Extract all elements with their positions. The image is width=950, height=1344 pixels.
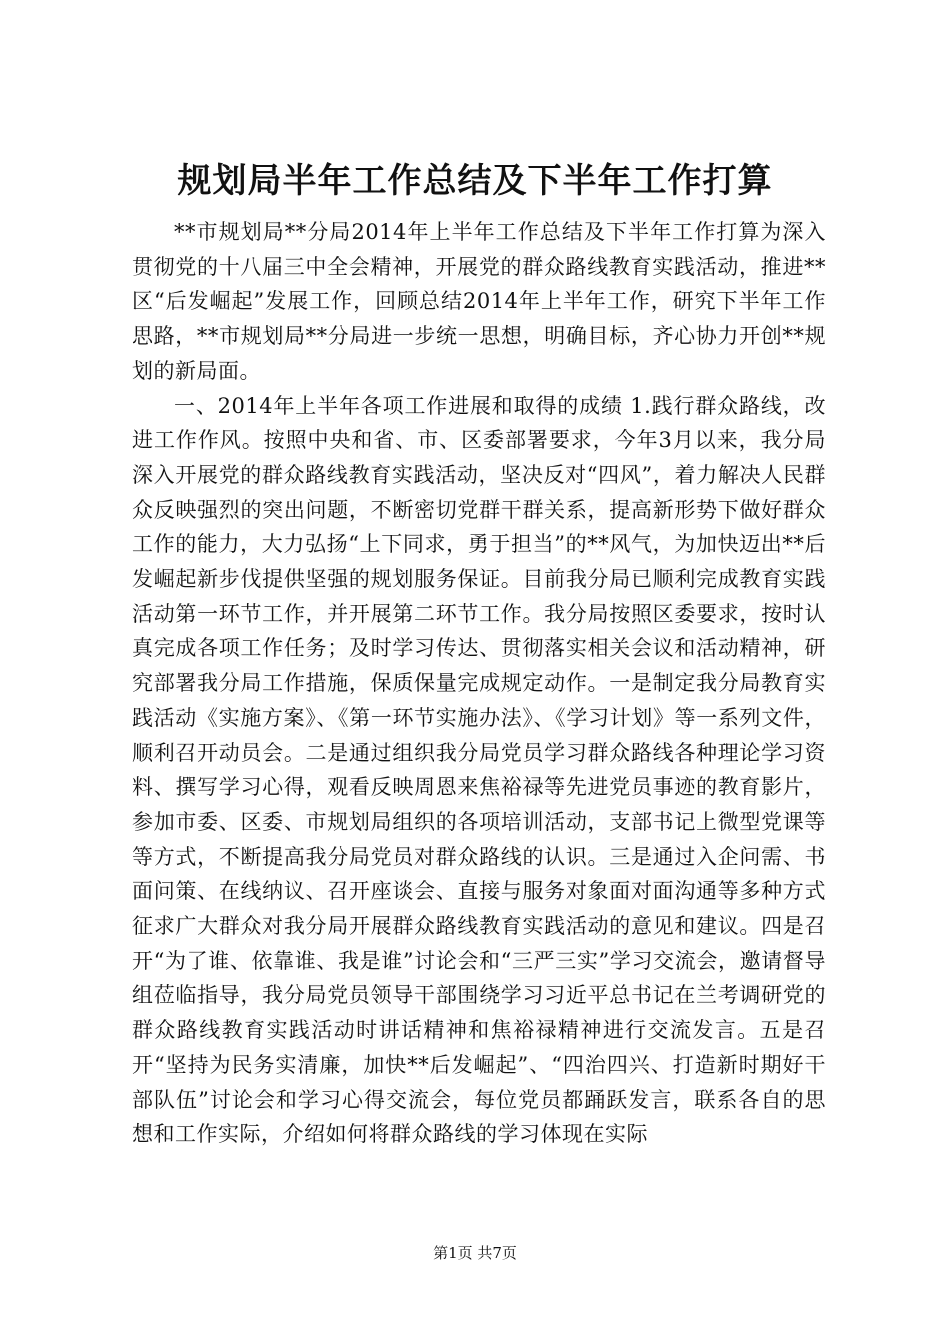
body-paragraph: 一、2014年上半年各项工作进展和取得的成绩 1.践行群众路线，改进工作作风。按照中央和省、市、区委部署要求，今年3月以来，我分局深入开展党的群众路线教育实践活动，坚决反对“四风”，着力解决人民群众反映强烈的突出问题，不断密切党群干群关系，提高新形势下做好群众工作的能力，大力弘扬“上下同求，勇于担当”的**风气，为加快迈出**后发崛起新步伐提供坚强的规划服务保证。目前我分局已顺利完成教育实践活动第一环节工作，并开展第二环节工作。我分局按照区委要求，按时认真完成各项工作任务；及时学习传达、贯彻落实相关会议和活动精神，研究部署我分局工作措施，保质保量完成规定动作。一是制定我分局教育实践活动《实施方案》、《第一环节实施办法》、《学习计划》等一系列文件，顺利召开动员会。二是通过组织我分局党员学习群众路线各种理论学习资料、撰写学习心得，观看反映周恩来焦裕禄等先进党员事迹的教育影片，参加市委、区委、市规划局组织的各项培训活动，支部书记上微型党课等等方式，不断提高我分局党员对群众路线的认识。三是通过入企问需、书面问策、在线纳议、召开座谈会、直接与服务对象面对面沟通等多种方式征求广大群众对我分局开展群众路线教育实践活动的意见和建议。四是召开“为了谁、依靠谁、我是谁”讨论会和“三严三实”学习交流会，邀请督导组莅临指导，我分局党员领导干部围绕学习习近平总书记在兰考调研党的群众路线教育实践活动时讲话精神和焦裕禄精神进行交流发言。五是召开“坚持为民务实清廉，加快**后发崛起”、“四治四兴、打造新时期好干部队伍”讨论会和学习心得交流会，每位党员都踊跃发言，联系各自的思想和工作实际，介绍如何将群众路线的学习体现在实际 (132, 393, 826, 1147)
document-title: 规划局半年工作总结及下半年工作打算 (177, 161, 773, 201)
document-body (132, 215, 826, 1152)
body-paragraph: **市规划局**分局2014年上半年工作总结及下半年工作打算为深入贯彻党的十八届三中全会精神，开展党的群众路线教育实践活动，推进**区“后发崛起”发展工作，回顾总结2014年上半年工作，研究下半年工作思路，**市规划局**分局进一步统一思想，明确目标，齐心协力开创**规划的新局面。 (132, 220, 826, 383)
page-number-footer: 第1页 共7页 (433, 1244, 517, 1262)
